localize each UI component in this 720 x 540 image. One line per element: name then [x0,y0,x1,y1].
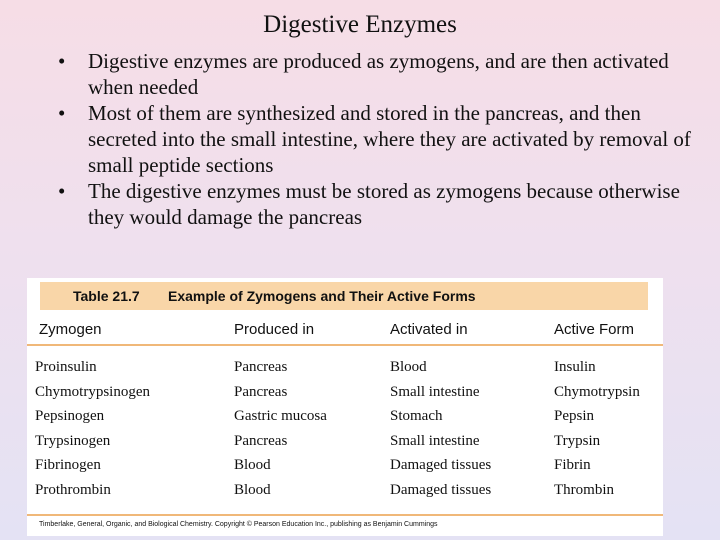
bullet-list [52,48,692,230]
table-cell: Thrombin [554,482,614,498]
table-cell: Gastric mucosa [234,408,327,424]
footer-divider [27,514,663,516]
table-cell: Damaged tissues [390,457,492,473]
bullet-dot-icon: • [58,49,66,73]
slide-title: Digestive Enzymes [263,11,457,38]
column-header-zymogen: Zymogen [39,321,102,338]
table-cell: Pepsinogen [35,408,105,424]
table-cell: Pancreas [234,359,288,375]
table-cell: Chymotrypsin [554,384,640,400]
bullet-text: Most of them are synthesized and stored in the pancreas, and then secreted into the small intestine, where they are activated by removal of small peptide sections [88,101,691,177]
table-cell: Small intestine [390,433,480,449]
table-cell: Pancreas [234,433,288,449]
bullet-item [52,100,692,178]
table-cell: Trypsinogen [35,433,111,449]
bullet-text: Digestive enzymes are produced as zymogens, and are then activated when needed [88,49,669,99]
table-cell: Insulin [554,359,596,375]
table-cell: Blood [234,457,271,473]
table-cell: Trypsin [554,433,601,449]
table-number: Table 21.7 [73,288,140,304]
table-cell: Chymotrypsinogen [35,384,150,400]
bullet-text: The digestive enzymes must be stored as zymogens because otherwise they would damage the pancreas [88,179,680,229]
table-cell: Prothrombin [35,482,111,498]
bullet-dot-icon: • [58,101,66,125]
table-cell: Blood [390,359,427,375]
column-header-activated-in: Activated in [390,321,468,338]
table-cell: Fibrin [554,457,591,473]
table-cell: Small intestine [390,384,480,400]
table-cell: Proinsulin [35,359,97,375]
column-header-produced-in: Produced in [234,321,315,338]
table-caption-text: Example of Zymogens and Their Active Forms [168,288,476,304]
copyright-credit: Timberlake, General, Organic, and Biological Chemistry. Copyright © Pearson Education Inc., publishing as Benjamin Cummings [39,521,438,528]
bullet-item [52,48,692,100]
bullet-item [52,178,692,230]
table-caption [40,282,648,310]
table-cell: Stomach [390,408,443,424]
bullet-dot-icon: • [58,179,66,203]
table-cell: Fibrinogen [35,457,101,473]
table-cell: Blood [234,482,271,498]
column-header-active-form: Active Form [554,321,635,338]
table-cell: Damaged tissues [390,482,492,498]
zymogen-table [27,278,663,536]
table-cell: Pancreas [234,384,288,400]
table-cell: Pepsin [554,408,595,424]
header-divider [27,344,663,346]
